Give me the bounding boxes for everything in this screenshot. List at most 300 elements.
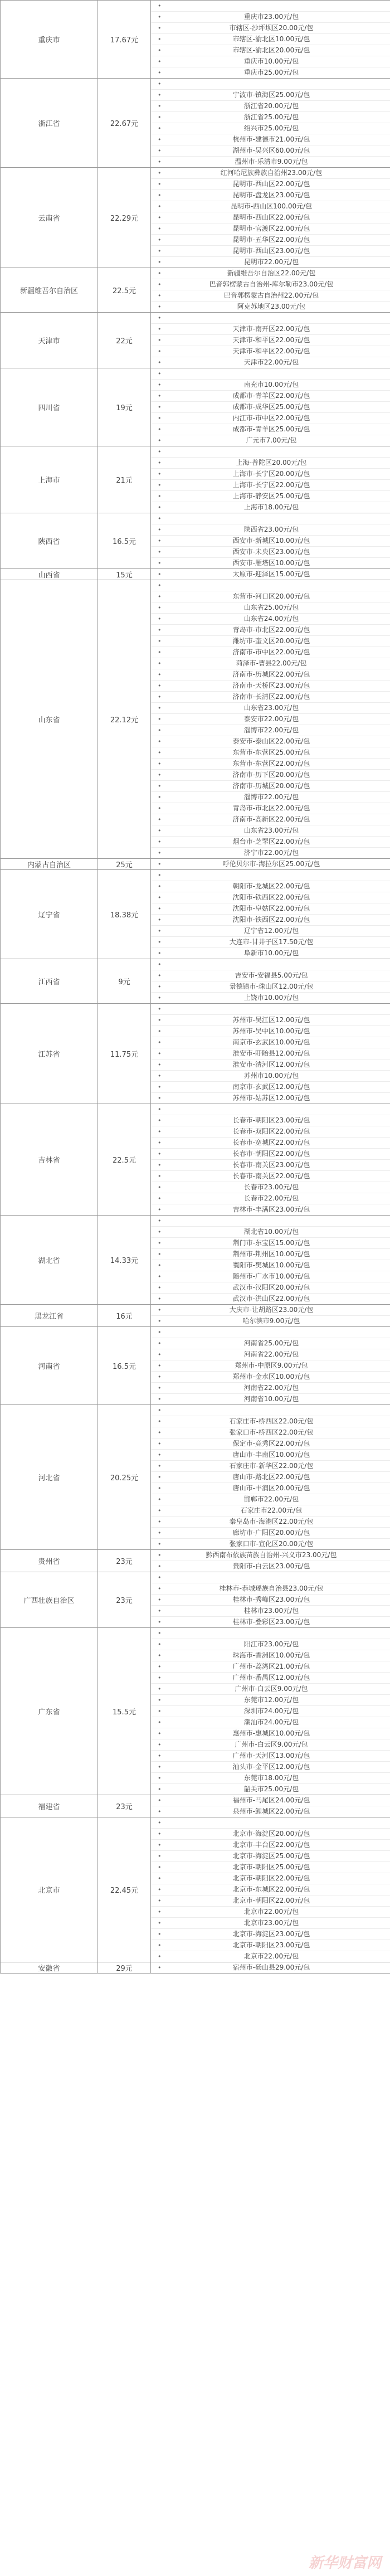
list-item: • 襄阳市-樊城区10.00元/包	[151, 1260, 390, 1271]
list-item: • 荆门市-东宝区15.00元/包	[151, 1238, 390, 1249]
price-detail-cell	[151, 1795, 390, 1817]
list-item: • 青岛市-市北区22.00元/包	[151, 625, 390, 636]
list-item: • 昆明市-西山区22.00元/包	[151, 212, 390, 223]
list-item: • 上海市-静安区25.00元/包	[151, 491, 390, 502]
list-item	[151, 1405, 390, 1416]
list-item: • 湖州市-吴兴区60.00元/包	[151, 145, 390, 157]
average-price-cell: 15元	[98, 569, 151, 580]
list-item: • 昆明市-西山区23.00元/包	[151, 246, 390, 257]
list-item: • 荆州市-荆州区10.00元/包	[151, 1249, 390, 1260]
list-item: • 南京市-玄武区12.00元/包	[151, 1082, 390, 1093]
list-item: • 济南市-天桥区23.00元/包	[151, 681, 390, 692]
list-item: • 桂林市-恭城瑶族自治县23.00元/包	[151, 1583, 390, 1595]
list-item: • 北京市22.00元/包	[151, 1907, 390, 1918]
price-detail-cell	[151, 1216, 390, 1305]
price-list	[151, 580, 390, 858]
price-list	[151, 1550, 390, 1572]
list-item: • 济南市-市中区22.00元/包	[151, 647, 390, 658]
list-item: • 重庆市25.00元/包	[151, 67, 390, 78]
average-price-cell: 9元	[98, 959, 151, 1004]
list-item: • 菏泽市-曹县22.00元/包	[151, 658, 390, 669]
list-item	[151, 1104, 390, 1115]
price-list	[151, 1, 390, 78]
average-price-cell: 16.5元	[98, 1327, 151, 1405]
average-price-cell: 22.12元	[98, 580, 151, 859]
list-item: • 苏州市-吴中区10.00元/包	[151, 1026, 390, 1037]
list-item: • 贵阳市-白云区23.00元/包	[151, 1561, 390, 1572]
list-item: • 北京市-东城区22.00元/包	[151, 1884, 390, 1895]
list-item	[151, 368, 390, 380]
price-detail-cell	[151, 1305, 390, 1327]
region-cell: 四川省	[1, 368, 98, 446]
list-item: • 北京市-朝阳区25.00元/包	[151, 1862, 390, 1873]
list-item: • 内江市-市中区22.00元/包	[151, 413, 390, 424]
list-item: • 阜新市10.00元/包	[151, 948, 390, 959]
region-cell: 山西省	[1, 569, 98, 580]
average-price-cell: 22.67元	[98, 79, 151, 168]
list-item: • 昆明市-五华区22.00元/包	[151, 235, 390, 246]
price-detail-cell	[151, 368, 390, 446]
price-list	[151, 1628, 390, 1795]
list-item: • 石家庄市-新华区22.00元/包	[151, 1461, 390, 1472]
table-row	[1, 1104, 390, 1216]
list-item: • 吉林市-丰满区23.00元/包	[151, 1204, 390, 1215]
list-item: • 唐山市-丰润区20.00元/包	[151, 1483, 390, 1494]
average-price-cell: 22.45元	[98, 1817, 151, 1962]
list-item: • 山东省24.00元/包	[151, 614, 390, 625]
price-list	[151, 959, 390, 1003]
list-item: • 红河哈尼族彝族自治州23.00元/包	[151, 168, 390, 179]
list-item: • 苏州市10.00元/包	[151, 1071, 390, 1082]
list-item: • 郑州市-中原区9.00元/包	[151, 1360, 390, 1372]
list-item: • 广州市-天河区13.00元/包	[151, 1751, 390, 1762]
list-item: • 济南市-历城区20.00元/包	[151, 781, 390, 792]
region-cell: 内蒙古自治区	[1, 859, 98, 870]
price-list	[151, 1327, 390, 1404]
list-item: • 东莞市12.00元/包	[151, 1695, 390, 1706]
table-row	[1, 268, 390, 313]
price-list	[151, 1795, 390, 1817]
average-price-cell: 16元	[98, 1305, 151, 1327]
list-item: • 济南市-长清区22.00元/包	[151, 692, 390, 703]
list-item: • 北京市-海淀区25.00元/包	[151, 1851, 390, 1862]
list-item: • 北京市-朝阳区22.00元/包	[151, 1895, 390, 1907]
list-item: • 河南省10.00元/包	[151, 1394, 390, 1404]
average-price-cell: 23元	[98, 1550, 151, 1572]
list-item: • 淮安市-清河区12.00元/包	[151, 1059, 390, 1071]
price-detail-cell	[151, 870, 390, 959]
list-item	[151, 1004, 390, 1015]
region-cell: 贵州省	[1, 1550, 98, 1572]
average-price-cell: 14.33元	[98, 1216, 151, 1305]
list-item: • 市辖区-渝北区10.00元/包	[151, 34, 390, 45]
list-item: • 桂林市-秀峰区23.00元/包	[151, 1595, 390, 1606]
table-row	[1, 1572, 390, 1628]
list-item: • 苏州市-吴江区12.00元/包	[151, 1015, 390, 1026]
price-detail-cell	[151, 513, 390, 569]
list-item	[151, 446, 390, 458]
list-item: • 成都市-成华区25.00元/包	[151, 402, 390, 413]
list-item: • 市辖区-沙坪坝区20.00元/包	[151, 23, 390, 34]
list-item: • 北京市-海淀区20.00元/包	[151, 1829, 390, 1840]
list-item: • 珠海市-香洲区10.00元/包	[151, 1650, 390, 1661]
list-item: • 北京市-朝阳区23.00元/包	[151, 1940, 390, 1951]
table-row	[1, 870, 390, 959]
list-item: • 宿州市-砀山县29.00元/包	[151, 1962, 390, 1973]
price-list	[151, 1104, 390, 1215]
list-item: • 长春市-南关区23.00元/包	[151, 1160, 390, 1171]
average-price-cell: 25元	[98, 859, 151, 870]
list-item: • 广州市-白云区9.00元/包	[151, 1684, 390, 1695]
list-item: • 淮安市-盱眙县12.00元/包	[151, 1048, 390, 1059]
list-item: • 郑州市-金水区10.00元/包	[151, 1372, 390, 1383]
price-detail-cell	[151, 446, 390, 513]
list-item	[151, 313, 390, 324]
list-item: • 广元市7.00元/包	[151, 435, 390, 446]
price-list	[151, 268, 390, 312]
table-row	[1, 1327, 390, 1405]
list-item: • 东莞市18.00元/包	[151, 1773, 390, 1784]
list-item: • 天津市22.00元/包	[151, 357, 390, 368]
price-detail-cell	[151, 1104, 390, 1216]
average-price-cell: 29元	[98, 1962, 151, 1974]
list-item	[151, 513, 390, 524]
region-cell: 天津市	[1, 313, 98, 368]
list-item: • 惠州市-惠城区10.00元/包	[151, 1728, 390, 1739]
list-item: • 东营市-东营区22.00元/包	[151, 759, 390, 770]
list-item: • 东营市-河口区20.00元/包	[151, 591, 390, 602]
list-item: • 绍兴市25.00元/包	[151, 123, 390, 134]
list-item: • 北京市-丰台区22.00元/包	[151, 1840, 390, 1851]
list-item: • 浙江省20.00元/包	[151, 101, 390, 112]
list-item: • 西安市-未央区23.00元/包	[151, 547, 390, 558]
list-item: • 辽宁省12.00元/包	[151, 926, 390, 937]
list-item: • 烟台市-芝罘区22.00元/包	[151, 837, 390, 848]
region-cell: 河南省	[1, 1327, 98, 1405]
region-cell: 安徽省	[1, 1962, 98, 1974]
price-list	[151, 446, 390, 513]
table-row	[1, 368, 390, 446]
list-item: • 廊坊市-广阳区20.00元/包	[151, 1528, 390, 1539]
region-cell: 黑龙江省	[1, 1305, 98, 1327]
table-row	[1, 580, 390, 859]
region-cell: 云南省	[1, 168, 98, 268]
price-detail-cell	[151, 859, 390, 870]
list-item: • 广州市-荔湾区21.00元/包	[151, 1661, 390, 1673]
average-price-cell: 19元	[98, 368, 151, 446]
list-item: • 沈阳市-铁西区22.00元/包	[151, 892, 390, 903]
price-list	[151, 368, 390, 446]
list-item	[151, 1817, 390, 1829]
average-price-cell: 22.29元	[98, 168, 151, 268]
price-list	[151, 569, 390, 580]
list-item: • 张家口市-宣化区20.00元/包	[151, 1539, 390, 1549]
list-item: • 西安市-雁塔区10.00元/包	[151, 558, 390, 568]
list-item: • 唐山市-路北区22.00元/包	[151, 1472, 390, 1483]
region-cell: 广西壮族自治区	[1, 1572, 98, 1628]
table-row	[1, 1628, 390, 1795]
list-item: • 沈阳市-皇姑区22.00元/包	[151, 903, 390, 915]
list-item: • 济南市-历城区22.00元/包	[151, 669, 390, 681]
list-item: • 太原市-迎泽区15.00元/包	[151, 569, 390, 580]
region-cell: 上海市	[1, 446, 98, 513]
list-item: • 沈阳市-铁西区22.00元/包	[151, 915, 390, 926]
region-cell: 江西省	[1, 959, 98, 1004]
price-detail-cell	[151, 1405, 390, 1550]
list-item	[151, 580, 390, 591]
price-list	[151, 1405, 390, 1549]
list-item: • 朝阳市-龙城区22.00元/包	[151, 881, 390, 892]
list-item: • 大庆市-让胡路区23.00元/包	[151, 1305, 390, 1316]
list-item: • 浙江省25.00元/包	[151, 112, 390, 123]
table-row	[1, 513, 390, 569]
region-cell: 湖北省	[1, 1216, 98, 1305]
list-item	[151, 959, 390, 970]
list-item: • 长春市23.00元/包	[151, 1182, 390, 1193]
region-cell: 山东省	[1, 580, 98, 859]
table-row	[1, 859, 390, 870]
list-item	[151, 870, 390, 881]
list-item: • 温州市-乐清市9.00元/包	[151, 157, 390, 167]
region-cell: 江苏省	[1, 1004, 98, 1104]
list-item: • 河南省22.00元/包	[151, 1383, 390, 1394]
table-row	[1, 1216, 390, 1305]
price-detail-cell	[151, 1, 390, 79]
region-cell: 辽宁省	[1, 870, 98, 959]
price-list	[151, 513, 390, 568]
table-row	[1, 1405, 390, 1550]
list-item: • 成都市-青羊区22.00元/包	[151, 391, 390, 402]
list-item: • 黔西南布依族苗族自治州-兴义市23.00元/包	[151, 1550, 390, 1561]
region-cell: 福建省	[1, 1795, 98, 1817]
list-item: • 哈尔滨市9.00元/包	[151, 1316, 390, 1326]
table-row	[1, 1305, 390, 1327]
price-detail-cell	[151, 268, 390, 313]
average-price-cell: 21元	[98, 446, 151, 513]
list-item: • 保定市-竞秀区22.00元/包	[151, 1438, 390, 1450]
average-price-cell: 15.5元	[98, 1628, 151, 1795]
list-item: • 潍坊市-奎文区20.00元/包	[151, 636, 390, 647]
list-item: • 泰安市-泰山区22.00元/包	[151, 736, 390, 747]
list-item: • 昆明市-西山区22.00元/包	[151, 179, 390, 190]
list-item: • 武汉市-洪山区22.00元/包	[151, 1294, 390, 1304]
table-row	[1, 1962, 390, 1974]
table-row	[1, 959, 390, 1004]
list-item: • 宁波市-镇海区25.00元/包	[151, 90, 390, 101]
average-price-cell: 18.38元	[98, 870, 151, 959]
price-list	[151, 79, 390, 167]
list-item: • 上海市-长宁区22.00元/包	[151, 480, 390, 491]
table-row	[1, 1795, 390, 1817]
table-row	[1, 1817, 390, 1962]
list-item: • 东营市-东营区25.00元/包	[151, 747, 390, 759]
price-detail-cell	[151, 168, 390, 268]
list-item: • 南充市10.00元/包	[151, 380, 390, 391]
list-item: • 重庆市23.00元/包	[151, 12, 390, 23]
list-item: • 邯郸市22.00元/包	[151, 1494, 390, 1505]
price-detail-cell	[151, 580, 390, 859]
list-item: • 泉州市-鲤城区22.00元/包	[151, 1806, 390, 1817]
price-list	[151, 1216, 390, 1304]
list-item: • 石家庄市22.00元/包	[151, 1505, 390, 1517]
list-item: • 随州市-广水市10.00元/包	[151, 1271, 390, 1282]
list-item: • 湖北省10.00元/包	[151, 1227, 390, 1238]
list-item: • 长春市-双阳区22.00元/包	[151, 1126, 390, 1138]
list-item: • 山东省25.00元/包	[151, 602, 390, 614]
region-cell: 陕西省	[1, 513, 98, 569]
table-row	[1, 446, 390, 513]
list-item: • 泰安市22.00元/包	[151, 714, 390, 725]
table-row	[1, 569, 390, 580]
list-item: • 成都市-青羊区25.00元/包	[151, 424, 390, 435]
list-item: • 淄博市22.00元/包	[151, 792, 390, 803]
list-item: • 昆明市22.00元/包	[151, 257, 390, 268]
list-item: • 济南市-历下区20.00元/包	[151, 770, 390, 781]
list-item: • 长春市22.00元/包	[151, 1193, 390, 1204]
price-detail-cell	[151, 1327, 390, 1405]
list-item: • 重庆市10.00元/包	[151, 56, 390, 67]
list-item	[151, 1572, 390, 1583]
list-item: • 广州市-番禺区12.00元/包	[151, 1673, 390, 1684]
list-item: • 淄博市22.00元/包	[151, 725, 390, 736]
list-item: • 张家口市-桥西区22.00元/包	[151, 1427, 390, 1438]
price-detail-cell	[151, 1817, 390, 1962]
region-cell: 河北省	[1, 1405, 98, 1550]
table-row	[1, 1004, 390, 1104]
region-cell: 北京市	[1, 1817, 98, 1962]
price-detail-cell	[151, 959, 390, 1004]
list-item: • 巴音郭楞蒙古自治州-库尔勒市23.00元/包	[151, 279, 390, 290]
region-cell: 新疆维吾尔自治区	[1, 268, 98, 313]
price-detail-cell	[151, 1572, 390, 1628]
average-price-cell: 17.67元	[98, 1, 151, 79]
list-item: • 天津市-南开区22.00元/包	[151, 324, 390, 335]
list-item: • 北京市-朝阳区22.00元/包	[151, 1873, 390, 1884]
list-item: • 韶关市25.00元/包	[151, 1784, 390, 1795]
list-item: • 阳江市23.00元/包	[151, 1639, 390, 1650]
price-detail-cell	[151, 79, 390, 168]
list-item: • 秦皇岛市-海港区22.00元/包	[151, 1517, 390, 1528]
list-item: • 昆明市-西山区100.00元/包	[151, 201, 390, 212]
price-list	[151, 1305, 390, 1326]
list-item: • 西安市-新城区10.00元/包	[151, 536, 390, 547]
list-item: • 济宁市22.00元/包	[151, 848, 390, 858]
list-item: • 吉安市-安福县5.00元/包	[151, 970, 390, 981]
list-item: • 大连市-甘井子区17.50元/包	[151, 937, 390, 948]
list-item: • 上海市-长宁区20.00元/包	[151, 469, 390, 480]
average-price-cell: 22.5元	[98, 268, 151, 313]
list-item: • 山东省23.00元/包	[151, 703, 390, 714]
price-list	[151, 1572, 390, 1627]
region-cell: 广东省	[1, 1628, 98, 1795]
list-item: • 昆明市-盘龙区23.00元/包	[151, 190, 390, 201]
price-list	[151, 859, 390, 869]
price-list	[151, 1817, 390, 1962]
price-list	[151, 168, 390, 268]
average-price-cell: 22.5元	[98, 1104, 151, 1216]
list-item: • 河南省22.00元/包	[151, 1349, 390, 1360]
list-item: • 呼伦贝尔市-海拉尔区25.00元/包	[151, 859, 390, 869]
average-price-cell: 22元	[98, 313, 151, 368]
list-item	[151, 1, 390, 12]
price-list	[151, 1962, 390, 1973]
average-price-cell: 20.25元	[98, 1405, 151, 1550]
region-cell: 重庆市	[1, 1, 98, 79]
watermark-logo: 新华财富网	[308, 2555, 381, 2572]
price-detail-cell	[151, 1962, 390, 1974]
average-price-cell: 11.75元	[98, 1004, 151, 1104]
list-item: • 北京市-海淀区23.00元/包	[151, 1929, 390, 1940]
list-item: • 天津市-和平区22.00元/包	[151, 346, 390, 357]
list-item: • 阿克苏地区23.00元/包	[151, 302, 390, 312]
list-item: • 长春市-南关区22.00元/包	[151, 1171, 390, 1182]
list-item: • 济南市-高新区22.00元/包	[151, 814, 390, 825]
list-item	[151, 1628, 390, 1639]
list-item: • 杭州市-建德市21.00元/包	[151, 134, 390, 145]
list-item: • 上海-普陀区20.00元/包	[151, 458, 390, 469]
list-item: • 河南省25.00元/包	[151, 1338, 390, 1349]
list-item	[151, 1327, 390, 1338]
list-item: • 福州市-马尾区24.00元/包	[151, 1795, 390, 1806]
price-detail-cell	[151, 1550, 390, 1572]
list-item: • 桂林市23.00元/包	[151, 1606, 390, 1617]
table-row	[1, 1550, 390, 1572]
list-item: • 武汉市-汉阳区20.00元/包	[151, 1282, 390, 1294]
list-item: • 景德镇市-珠山区12.00元/包	[151, 981, 390, 993]
list-item: • 新疆维吾尔自治区22.00元/包	[151, 268, 390, 279]
list-item: • 天津市-和平区22.00元/包	[151, 335, 390, 346]
price-detail-cell	[151, 313, 390, 368]
price-list	[151, 1004, 390, 1104]
price-list	[151, 313, 390, 368]
list-item: • 青岛市-市北区22.00元/包	[151, 803, 390, 814]
list-item: • 长春市-朝阳区23.00元/包	[151, 1115, 390, 1126]
list-item: • 石家庄市-桥西区22.00元/包	[151, 1416, 390, 1427]
list-item: • 巴音郭楞蒙古自治州22.00元/包	[151, 290, 390, 302]
list-item: • 苏州市-姑苏区12.00元/包	[151, 1093, 390, 1104]
list-item: • 桂林市-叠彩区23.00元/包	[151, 1617, 390, 1627]
price-detail-cell	[151, 1628, 390, 1795]
list-item: • 市辖区-渝北区20.00元/包	[151, 45, 390, 56]
average-price-cell: 23元	[98, 1795, 151, 1817]
region-cell: 吉林省	[1, 1104, 98, 1216]
table-row	[1, 1, 390, 79]
list-item: • 广州市-白云区9.00元/包	[151, 1739, 390, 1751]
list-item: • 长春市-朝阳区22.00元/包	[151, 1149, 390, 1160]
list-item: • 昆明市-官渡区22.00元/包	[151, 223, 390, 235]
table-row	[1, 168, 390, 268]
list-item: • 长春市-宽城区22.00元/包	[151, 1138, 390, 1149]
list-item: • 南京市-玄武区10.00元/包	[151, 1037, 390, 1048]
list-item: • 山东省23.00元/包	[151, 825, 390, 837]
list-item: • 汕头市-金平区12.00元/包	[151, 1762, 390, 1773]
average-price-cell: 23元	[98, 1572, 151, 1628]
list-item	[151, 79, 390, 90]
average-price-cell: 16.5元	[98, 513, 151, 569]
list-item: • 北京市23.00元/包	[151, 1918, 390, 1929]
price-detail-cell	[151, 1004, 390, 1104]
list-item	[151, 1216, 390, 1227]
table-row	[1, 79, 390, 168]
region-cell: 浙江省	[1, 79, 98, 168]
price-list	[151, 870, 390, 959]
list-item: • 深圳市24.00元/包	[151, 1706, 390, 1717]
list-item: • 唐山市-丰南区10.00元/包	[151, 1450, 390, 1461]
table-row	[1, 313, 390, 368]
list-item: • 上海市18.00元/包	[151, 502, 390, 513]
price-detail-cell	[151, 569, 390, 580]
list-item: • 潮汕市24.00元/包	[151, 1717, 390, 1728]
